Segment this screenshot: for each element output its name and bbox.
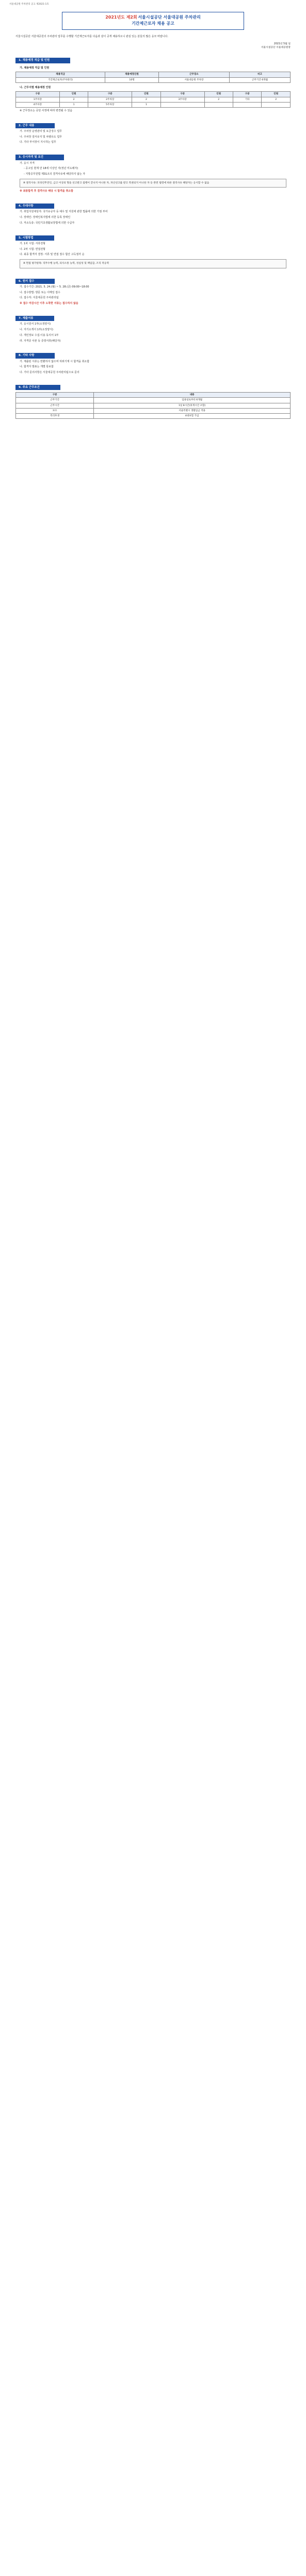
disqualification-box: ※ 결격사유: 피성년후견인, 금고 이상의 형을 선고받고 집행이 끝나지 아니한 자, 파산선고를 받고 복권되지 아니한 자 등 관련 법령에 따른 결격사유 해당자는 응시할 수 없음: [20, 179, 286, 188]
intro-text: 서울시설공단 서울대공원의 주차관리 업무를 수행할 기간제근로자를 다음과 같이 공개 채용하오니 관심 있는 분들의 많은 응모 바랍니다.: [15, 35, 168, 38]
top-meta: [0, 0, 306, 7]
positions-table: [15, 72, 291, 82]
apply-a: 가. 접수기간: 2021. 5. 24.(월) ~ 5. 28.(금) 09:00~18:00: [20, 285, 89, 289]
qual-red-note: ※ 최종합격 후 결격사유 해당 시 합격을 취소함: [20, 190, 73, 193]
doc-c: 다. 개인정보 수집·이용 동의서 1부: [20, 333, 59, 337]
subheading-1-2: 나. 근무지별 채용예정 인원: [20, 86, 51, 89]
table-row: 1주차장 2 2주차장 2 3주차장 2 기타 2: [16, 97, 291, 102]
apply-c: 다. 접수처: 서울대공원 주차관리팀: [20, 296, 59, 300]
section-heading-4: 4. 우대사항: [15, 204, 54, 209]
table-row: 복리후생 4대보험 가입: [16, 413, 291, 418]
pref-b: 나. 장애인: 장애인복지법에 의한 등록 장애인: [20, 216, 71, 219]
section-3: [15, 146, 291, 194]
table-row: 보수 서울특별시 생활임금 적용: [16, 408, 291, 413]
section-9: [15, 377, 291, 419]
qual-c: - 지방공무원법 제31조의 결격사유에 해당하지 않는 자: [24, 173, 86, 176]
section-1: [15, 49, 291, 113]
table-row: 4주차장 1 5주차장 1: [16, 102, 291, 107]
section-2: [15, 115, 291, 145]
note-1: ※ 근무장소는 공단 사정에 따라 변경될 수 있음: [20, 109, 73, 112]
doc-a: 가. 응시원서 1부(소정양식): [20, 323, 51, 326]
section-heading-6: 6. 원서 접수: [15, 279, 55, 284]
section-8: [15, 345, 291, 375]
exam-a: 가. 1차 시험: 서류전형: [20, 242, 45, 245]
duty-a: 가. 주차장 운영관리 및 요금징수 업무: [20, 129, 62, 133]
qual-b: - 공고일 현재 만 18세 이상인 자(정년 미도래자): [24, 167, 78, 171]
section-heading-9: 9. 주요 근무조건: [15, 385, 60, 390]
etc-c: 다. 기타 문의사항은 서울대공원 주차관리팀으로 문의: [20, 371, 79, 375]
table-header-row: 채용직급 채용예정인원 근무장소 비고: [16, 72, 291, 77]
pref-a: 가. 취업지원대상자: 국가유공자 등 예우 및 지원에 관한 법률에 의한 가점 부여: [20, 210, 108, 214]
section-heading-2: 2. 근무 내용: [15, 123, 55, 128]
duty-b: 나. 주차장 질서유지 및 차량유도 업무: [20, 135, 62, 139]
etc-a: 가. 제출된 서류는 반환하지 않으며 허위기재 시 합격을 취소함: [20, 360, 90, 363]
apply-b: 나. 접수방법: 방문 또는 이메일 접수: [20, 291, 60, 294]
table-header-row: 구분 인원 구분 인원 구분 인원 구분 인원: [16, 92, 291, 97]
notice-date: [0, 42, 291, 50]
etc-b: 나. 합격자 발표는 개별 통보함: [20, 365, 54, 369]
exam-b: 나. 2차 시험: 면접전형: [20, 247, 45, 251]
exam-c: 다. 최종 합격자 결정: 서류 및 면접 점수 합산 고득점자 순: [20, 253, 85, 257]
section-6: [15, 270, 291, 306]
section-heading-7: 7. 제출서류: [15, 316, 54, 321]
table-row: 근무시간 1일 8시간(휴게시간 포함): [16, 403, 291, 408]
section-heading-5: 5. 시험방법: [15, 235, 54, 241]
apply-red-note: ※ 접수 마감시간 이후 도착한 서류는 접수하지 않음: [20, 302, 78, 306]
conditions-table: [15, 392, 291, 419]
table-row: 근무기간 임용일로부터 6개월: [16, 398, 291, 403]
section-heading-3: 3. 응시자격 및 요건: [15, 155, 64, 160]
doc-b: 나. 자기소개서 1부(소정양식): [20, 328, 53, 332]
section-heading-8: 8. 기타 사항: [15, 353, 55, 358]
date-line: 2021년 5월 일: [273, 42, 291, 45]
title-box: [62, 12, 244, 30]
notice-number: 서울대공원 주차관리 공고 제2021-1호: [9, 3, 49, 6]
location-table: [15, 91, 291, 107]
title-year: 2021년도 제2회: [105, 14, 137, 20]
table-header-row: 구분 내용: [16, 393, 291, 398]
subheading-1-1: 가. 채용예정 직급 및 인원: [20, 66, 50, 70]
section-5: [15, 227, 291, 268]
section-heading-1: 1. 채용예정 직급 및 인원: [15, 58, 70, 63]
interview-criteria-box: ※ 면접 평가항목: 직무수행 능력, 의사소통 능력, 성실성 및 책임감, 조직 적응력: [20, 259, 286, 268]
title-line2: 기간제근로자 채용 공고: [132, 21, 174, 26]
duty-c: 다. 기타 부서장이 지시하는 업무: [20, 141, 56, 144]
qual-a: 가. 응시 자격: [20, 161, 35, 165]
title-line1: 서울시설공단 서울대공원 주차관리: [138, 14, 201, 20]
pref-c: 다. 저소득층: 국민기초생활보장법에 의한 수급자: [20, 221, 75, 225]
section-7: [15, 308, 291, 343]
table-row: 기간제근로자(주차관리) 10명 서울대공원 주차장 근무기간 6개월: [16, 77, 291, 82]
doc-d: 라. 자격증 사본 등 증빙서류(해당자): [20, 339, 61, 343]
section-4: [15, 195, 291, 226]
org-line: 서울시설공단 서울대공원장: [261, 46, 291, 49]
